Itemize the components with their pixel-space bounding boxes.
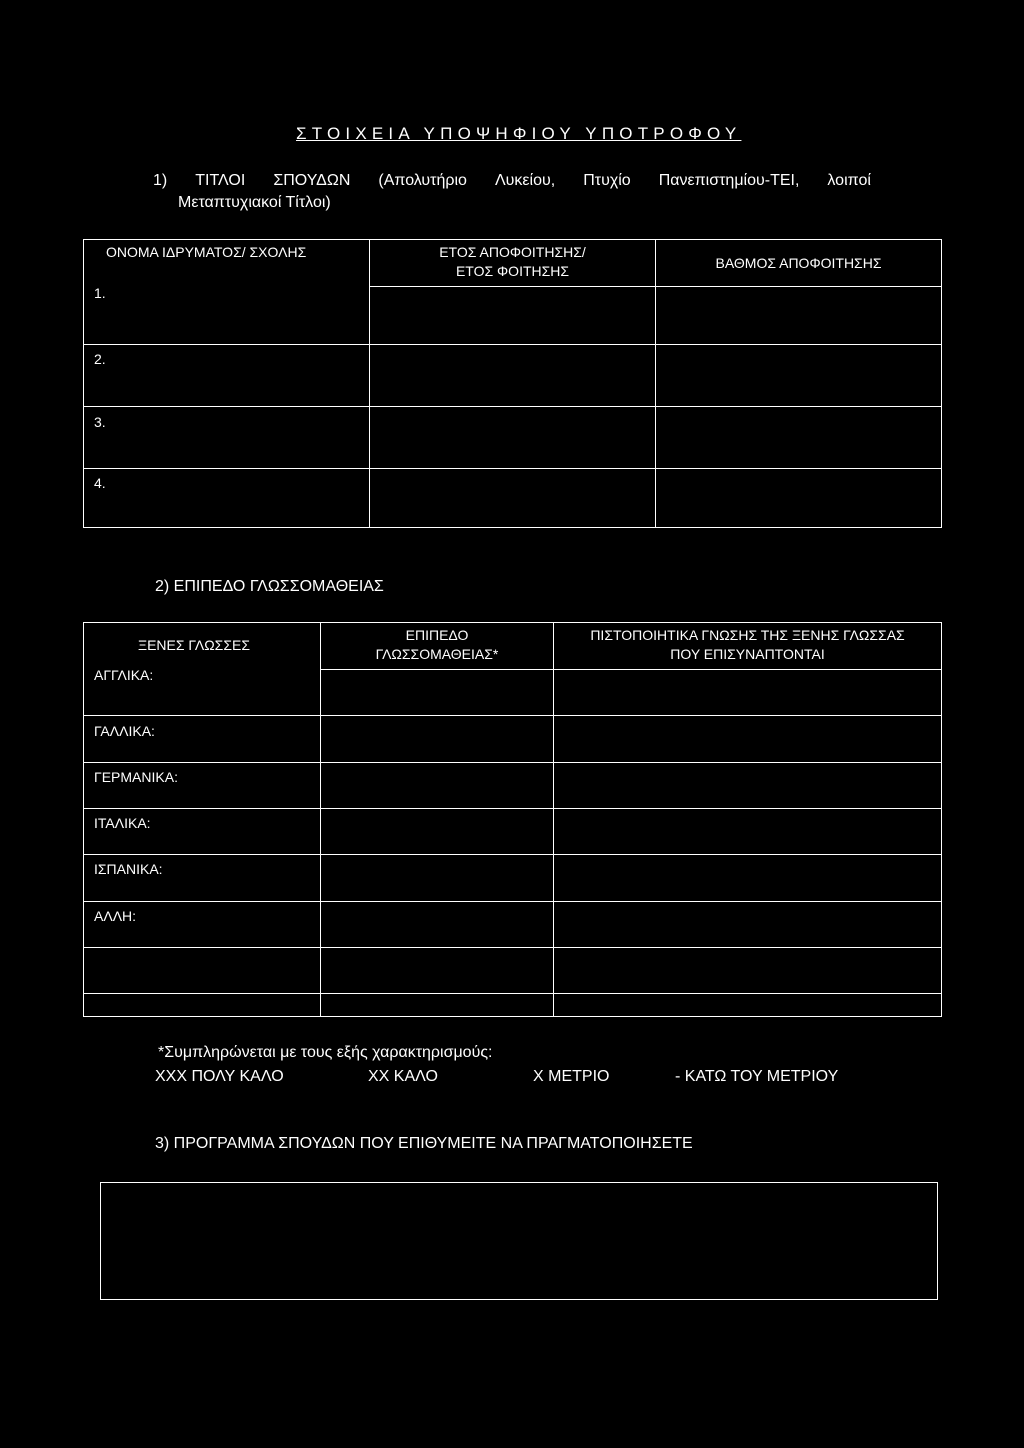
grade-cell[interactable] (656, 345, 942, 407)
certificate-cell[interactable] (554, 809, 942, 855)
language-cell[interactable] (84, 763, 321, 809)
legend-item: ΧΧΧ ΠΟΛΥ ΚΑΛΟ (155, 1068, 284, 1085)
level-cell[interactable] (321, 716, 554, 763)
language-label: ΙΤΑΛΙΚΑ: (94, 815, 151, 831)
graduation-year-header (370, 240, 656, 287)
language-cell[interactable] (84, 716, 321, 763)
header-line: ΕΤΟΣ ΦΟΙΤΗΣΗΣ (455, 263, 570, 279)
legend-item: ΧΧ ΚΑΛΟ (368, 1068, 438, 1085)
year-cell[interactable] (370, 345, 656, 407)
certificates-header (554, 623, 942, 670)
certificate-cell[interactable] (554, 855, 942, 902)
language-label: ΓΑΛΛΙΚΑ: (94, 723, 155, 739)
legend-item: - ΚΑΤΩ ΤΟΥ ΜΕΤΡΙΟΥ (675, 1068, 839, 1085)
section2-heading: 2) ΕΠΙΠΕΔΟ ΓΛΩΣΣΟΜΑΘΕΙΑΣ (155, 578, 384, 595)
year-cell[interactable] (370, 407, 656, 469)
header-line: ΠΟΥ ΕΠΙΣΥΝΑΠΤΟΝΤΑΙ (670, 646, 825, 662)
certificate-cell[interactable] (554, 948, 942, 994)
heading-word: (Απολυτήριο (378, 172, 467, 189)
certificate-cell[interactable] (554, 763, 942, 809)
institution-column[interactable] (84, 240, 370, 345)
language-cell[interactable] (84, 809, 321, 855)
level-cell[interactable] (321, 809, 554, 855)
level-cell[interactable] (321, 855, 554, 902)
heading-word: ΤΙΤΛΟΙ (195, 172, 246, 189)
level-cell[interactable] (321, 902, 554, 948)
level-cell[interactable] (321, 994, 554, 1017)
language-cell[interactable] (84, 855, 321, 902)
level-cell[interactable] (321, 948, 554, 994)
degrees-table (83, 239, 942, 528)
study-program-box[interactable] (100, 1182, 938, 1300)
certificate-cell[interactable] (554, 716, 942, 763)
language-label: ΑΛΛΗ: (94, 908, 137, 924)
heading-word: ΣΠΟΥΔΩΝ (273, 172, 351, 189)
grade-cell[interactable] (656, 407, 942, 469)
header-line: ΠΙΣΤΟΠΟΙΗΤΙΚΑ ΓΝΩΣΗΣ ΤΗΣ ΞΕΝΗΣ ΓΛΩΣΣΑΣ (590, 627, 905, 643)
level-note-heading: *Συμπληρώνεται με τους εξής χαρακτηρισμούς: (158, 1044, 493, 1061)
row-number: 1. (94, 285, 106, 301)
institution-cell[interactable] (84, 345, 370, 407)
language-cell[interactable] (84, 902, 321, 948)
heading-word: 1) (153, 172, 168, 189)
grade-cell[interactable] (656, 287, 942, 345)
heading-word: Πανεπιστημίου-ΤΕΙ, (658, 172, 800, 189)
institution-cell[interactable] (84, 407, 370, 469)
row-number: 4. (94, 475, 106, 491)
languages-table (83, 622, 942, 1017)
row-number: 2. (94, 351, 106, 367)
level-header (321, 623, 554, 670)
year-cell[interactable] (370, 287, 656, 345)
language-label: ΑΓΓΛΙΚΑ: (94, 667, 154, 683)
certificate-cell[interactable] (554, 670, 942, 716)
grade-header: ΒΑΘΜΟΣ ΑΠΟΦΟΙΤΗΣΗΣ (656, 240, 942, 287)
section3-heading: 3) ΠΡΟΓΡΑΜΜΑ ΣΠΟΥΔΩΝ ΠΟΥ ΕΠΙΘΥΜΕΙΤΕ ΝΑ ΠΡΑΓΜΑΤΟΠΟΙΗΣΕΤΕ (155, 1135, 693, 1152)
language-label: ΙΣΠΑΝΙΚΑ: (94, 861, 163, 877)
heading-word: Πτυχίο (583, 172, 631, 189)
year-cell[interactable] (370, 469, 656, 528)
section1-heading-line2: Μεταπτυχιακοί Τίτλοι) (178, 194, 331, 211)
row-number: 3. (94, 414, 106, 430)
heading-word: λοιποί (827, 172, 871, 189)
languages-header: ΞΕΝΕΣ ΓΛΩΣΣΕΣ (138, 637, 250, 653)
institution-cell[interactable] (84, 469, 370, 528)
language-label: ΓΕΡΜΑΝΙΚΑ: (94, 769, 178, 785)
language-cell[interactable] (84, 994, 321, 1017)
header-line: ΓΛΩΣΣΟΜΑΘΕΙΑΣ* (375, 646, 499, 662)
level-cell[interactable] (321, 763, 554, 809)
language-cell[interactable] (84, 948, 321, 994)
header-line: ΕΤΟΣ ΑΠΟΦΟΙΤΗΣΗΣ/ (439, 244, 586, 260)
legend-item: Χ ΜΕΤΡΙΟ (533, 1068, 610, 1085)
heading-word: Λυκείου, (494, 172, 556, 189)
certificate-cell[interactable] (554, 994, 942, 1017)
section1-heading (153, 172, 871, 190)
grade-cell[interactable] (656, 469, 942, 528)
header-line: ΕΠΙΠΕΔΟ (405, 627, 469, 643)
institution-header: ΟΝΟΜΑ ΙΔΡΥΜΑΤΟΣ/ ΣΧΟΛΗΣ (106, 244, 307, 260)
page-title: ΣΤΟΙΧΕΙΑ ΥΠΟΨΗΦΙΟΥ ΥΠΟΤΡΟΦΟΥ (296, 124, 742, 143)
certificate-cell[interactable] (554, 902, 942, 948)
level-cell[interactable] (321, 670, 554, 716)
language-column[interactable] (84, 623, 321, 716)
